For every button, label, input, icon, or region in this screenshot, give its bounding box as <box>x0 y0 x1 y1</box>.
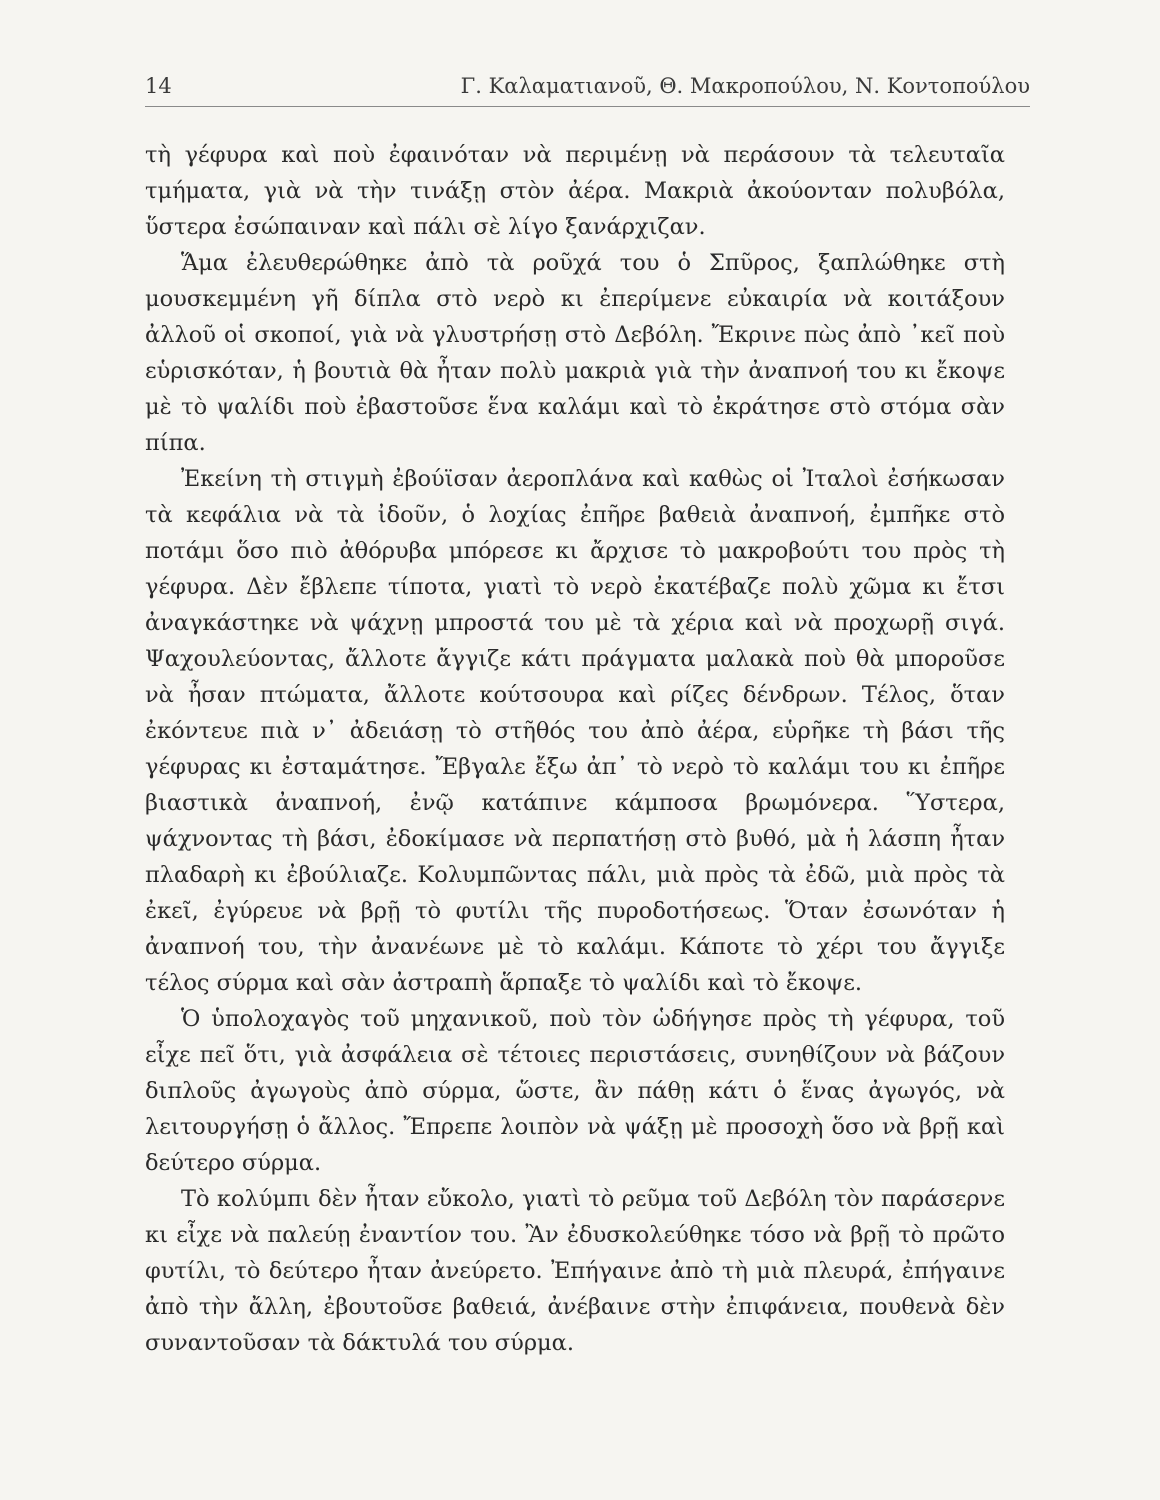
running-title: Γ. Καλαματιανοῦ, Θ. Μακροπούλου, Ν. Κοντοπούλου <box>460 74 1030 98</box>
body-text <box>145 137 1005 1361</box>
paragraph: Ὁ ὑπολοχαγὸς τοῦ μηχανικοῦ, ποὺ τὸν ὡδήγησε πρὸς τὴ γέφυρα, τοῦ εἶχε πεῖ ὅτι, γιὰ ἀσφάλεια σὲ τέτοιες περιστάσεις, συνηθίζουν νὰ βάζουν διπλοῦς ἀγωγοὺς ἀπὸ σύρμα, ὥστε, ἂν πάθῃ κάτι ὁ ἕνας ἀγωγός, νὰ λειτουργήσῃ ὁ ἄλλος. Ἔπρεπε λοιπὸν νὰ ψάξῃ μὲ προσοχὴ ὅσο νὰ βρῇ καὶ δεύτερο σύρμα. <box>145 1006 1005 1176</box>
page-number: 14 <box>145 74 172 98</box>
paragraph: Τὸ κολύμπι δὲν ἦταν εὔκολο, γιατὶ τὸ ρεῦμα τοῦ Δεβόλη τὸν παράσερνε κι εἶχε νὰ παλεύῃ ἐναντίον του. Ἂν ἐδυσκολεύθηκε τόσο νὰ βρῇ τὸ πρῶτο φυτίλι, τὸ δεύτερο ἦταν ἀνεύρετο. Ἐπήγαινε ἀπὸ τὴ μιὰ πλευρά, ἐπήγαινε ἀπὸ τὴν ἄλλη, ἐβουτοῦσε βαθειά, ἀνέβαινε στὴν ἐπιφάνεια, πουθενὰ δὲν συναντοῦσαν τὰ δάκτυλά του σύρμα. <box>145 1186 1005 1356</box>
paragraph: Ἐκείνη τὴ στιγμὴ ἐβούϊσαν ἀεροπλάνα καὶ καθὼς οἱ Ἰταλοὶ ἐσήκωσαν τὰ κεφάλια νὰ τὰ ἰδοῦν, ὁ λοχίας ἐπῆρε βαθειὰ ἀναπνοή, ἐμπῆκε στὸ ποτάμι ὅσο πιὸ ἀθόρυβα μπόρεσε κι ἄρχισε τὸ μακροβούτι του πρὸς τὴ γέφυρα. Δὲν ἔβλεπε τίποτα, γιατὶ τὸ νερὸ ἐκατέβαζε πολὺ χῶμα κι ἔτσι ἀναγκάστηκε νὰ ψάχνῃ μπροστά του μὲ τὰ χέρια καὶ νὰ προχωρῇ σιγά. Ψαχουλεύοντας, ἄλλοτε ἄγγιζε κάτι πράγματα μαλακὰ ποὺ θὰ μποροῦσε νὰ ἦσαν πτώματα, ἄλλοτε κούτσουρα καὶ ρίζες δένδρων. Τέλος, ὅταν ἐκόντευε πιὰ ν᾿ ἀδειάσῃ τὸ στῆθός του ἀπὸ ἀέρα, εὑρῆκε τὴ βάσι τῆς γέφυρας κι ἐσταμάτησε. Ἔβγαλε ἔξω ἀπ᾿ τὸ νερὸ τὸ καλάμι του κι ἐπῆρε βιαστικὰ ἀναπνοή, ἐνῷ κατάπινε κάμποσα βρωμόνερα. Ὕστερα, ψάχνοντας τὴ βάσι, ἐδοκίμασε νὰ περπατήσῃ στὸ βυθό, μὰ ἡ λάσπη ἦταν πλαδαρὴ κι ἐβούλιαζε. Κολυμπῶντας πάλι, μιὰ πρὸς τὰ ἐδῶ, μιὰ πρὸς τὰ ἐκεῖ, ἐγύρευε νὰ βρῇ τὸ φυτίλι τῆς πυροδοτήσεως. Ὅταν ἐσωνόταν ἡ ἀναπνοή του, τὴν ἀνανέωνε μὲ τὸ καλάμι. Κάποτε τὸ χέρι του ἄγγιξε τέλος σύρμα καὶ σὰν ἀστραπὴ ἅρπαξε τὸ ψαλίδι καὶ τὸ ἔκοψε. <box>145 466 1005 996</box>
paragraph: τὴ γέφυρα καὶ ποὺ ἐφαινόταν νὰ περιμένῃ νὰ περάσουν τὰ τελευταῖα τμήματα, γιὰ νὰ τὴν τινάξῃ στὸν ἀέρα. Μακριὰ ἀκούονταν πολυβόλα, ὕστερα ἐσώπαιναν καὶ πάλι σὲ λίγο ξανάρχιζαν. <box>145 142 1005 240</box>
paragraph: Ἅμα ἐλευθερώθηκε ἀπὸ τὰ ροῦχά του ὁ Σπῦρος, ξαπλώθηκε στὴ μουσκεμμένη γῆ δίπλα στὸ νερὸ κι ἐπερίμενε εὐκαιρία νὰ κοιτάξουν ἀλλοῦ οἱ σκοποί, γιὰ νὰ γλυστρήσῃ στὸ Δεβόλη. Ἔκρινε πὼς ἀπὸ ᾿κεῖ ποὺ εὑρισκόταν, ἡ βουτιὰ θὰ ἦταν πολὺ μακριὰ γιὰ τὴν ἀναπνοή του κι ἔκοψε μὲ τὸ ψαλίδι ποὺ ἐβαστοῦσε ἕνα καλάμι καὶ τὸ ἐκράτησε στὸ στόμα σὰν πίπα. <box>145 250 1005 456</box>
header-rule <box>145 106 1030 107</box>
page-header <box>145 74 1030 104</box>
